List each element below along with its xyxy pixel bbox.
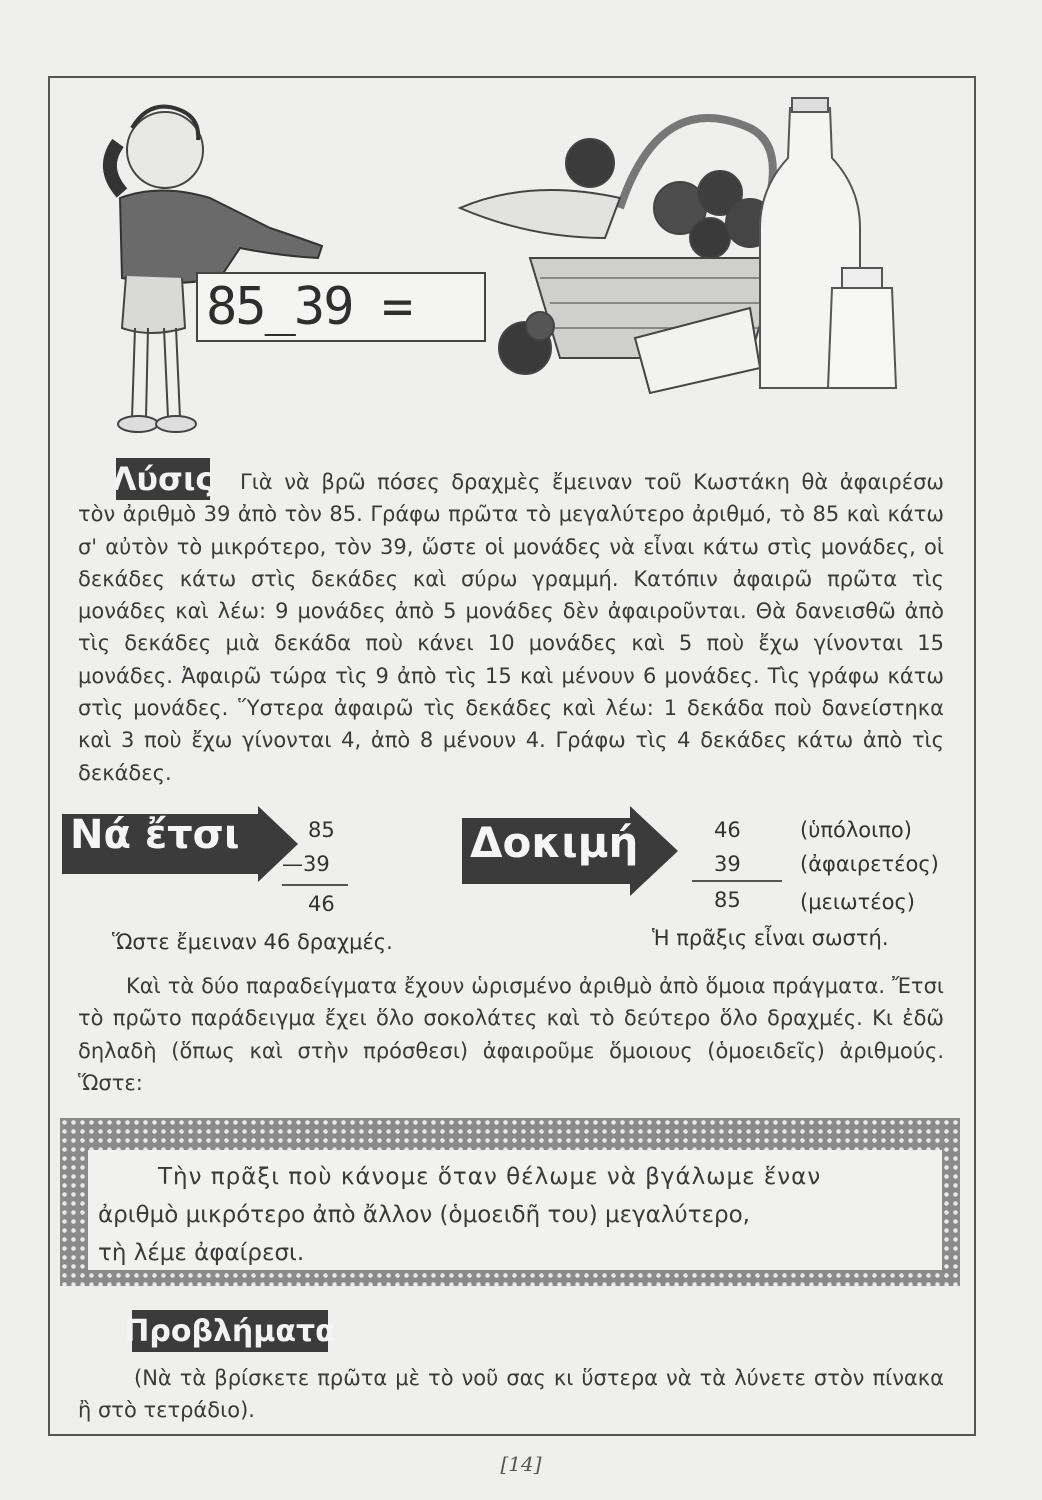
example-minuend: 85 xyxy=(308,818,335,842)
equation-box xyxy=(196,272,486,342)
boy-figure xyxy=(110,107,322,432)
example-conclusion: Ὥστε ἔμειναν 46 δραχμές. xyxy=(112,930,393,954)
check-remainder: 46 xyxy=(714,818,741,842)
check-conclusion: Ἡ πρᾶξις εἶναι σωστή. xyxy=(652,926,889,950)
solution-label: Λύσις xyxy=(111,460,215,498)
check-subtrahend: 39 xyxy=(714,852,741,876)
example-sum-line xyxy=(282,884,348,886)
example-result: 46 xyxy=(308,892,335,916)
check-sum-line xyxy=(692,880,782,882)
check-minuend-label: (μειωτέος) xyxy=(800,890,915,914)
example-arrow-label: Νά ἔτσι xyxy=(70,812,240,858)
check-minuend: 85 xyxy=(714,888,741,912)
definition-line-2: ἀριθμὸ μικρότερο ἀπὸ ἄλλον (ὁμοειδῆ του) μεγαλύτερο, xyxy=(98,1202,750,1228)
example-subtrahend: —39 xyxy=(282,852,330,876)
problems-label: Προβλήματα xyxy=(132,1310,328,1352)
problems-instructions: (Νὰ τὰ βρίσκετε πρῶτα μὲ τὸ νοῦ σας κι ὕστερα νὰ τὰ λύνετε στὸν πίνακα ἢ στὸ τετράδιο). xyxy=(78,1366,944,1423)
explanation-paragraph: Καὶ τὰ δύο παραδείγματα ἔχουν ὡρισμένο ἀριθμὸ ἀπὸ ὅμοια πράγματα. Ἔτσι τὸ πρῶτο παράδειγμα ἔχει ὅλο σοκολάτες καὶ τὸ δεύτερο ὅλο δραχμές. Κι ἐδῶ δηλαδὴ (ὅπως καὶ στὴν πρόσθεσι) ἀφαιροῦμε ὅμοιους (ὁμοειδεῖς) ἀριθμούς. Ὥστε: xyxy=(78,974,944,1095)
check-remainder-label: (ὑπόλοιπο) xyxy=(800,818,912,842)
check-arrow-label: Δοκιμή xyxy=(470,818,639,867)
grocery-basket xyxy=(460,118,780,393)
page-number: [14] xyxy=(500,1452,542,1476)
check-subtrahend-label: (ἀφαιρετέος) xyxy=(800,852,939,876)
solution-paragraph: Γιὰ νὰ βρῶ πόσες δραχμὲς ἔμειναν τοῦ Κωστάκη θὰ ἀφαιρέσω τὸν ἀριθμὸ 39 ἀπὸ τὸν 85. Γράφω πρῶτα τὸ μεγαλύτερο ἀριθμό, τὸ 85 καὶ κάτω σ' αὐτὸν τὸ μικρότερο, τὸν 39, ὥστε οἱ μονάδες νὰ εἶναι κάτω στὶς μονάδες, οἱ δεκάδες κάτω στὶς δεκάδες καὶ σύρω γραμμή. Κατόπιν ἀφαιρῶ πρῶτα τὶς μονάδες καὶ λέω: 9 μονάδες ἀπὸ 5 μονάδες δὲν ἀφαιροῦνται. Θὰ δανεισθῶ ἀπὸ τὶς δεκάδες μιὰ δεκάδα ποὺ κάνει 10 μονάδες καὶ 5 ποὺ ἔχω γίνονται 15 μονάδες. Ἀφαιρῶ τώρα τὶς 9 ἀπὸ τὶς 15 καὶ μένουν 6 μονάδες. Τὶς γράφω κάτω στὶς μονάδες. Ὕστερα ἀφαιρῶ τὶς δεκάδες καὶ λέω: 1 δεκάδα ποὺ δανείστηκα καὶ 3 ποὺ ἔχω γίνονται 4, ἀπὸ 8 μένουν 4. Γράφω τὶς 4 δεκάδες κάτω ἀπὸ τὶς δεκάδες. xyxy=(78,470,944,785)
definition-box xyxy=(88,1150,942,1270)
definition-line-3: τὴ λέμε ἀφαίρεσι. xyxy=(98,1240,305,1266)
equation-text: 85_39 = xyxy=(206,277,412,337)
illustration xyxy=(60,88,960,458)
definition-line-1: Τὴν πρᾶξι ποὺ κάνομε ὅταν θέλωμε νὰ βγάλωμε ἕναν xyxy=(158,1164,822,1190)
